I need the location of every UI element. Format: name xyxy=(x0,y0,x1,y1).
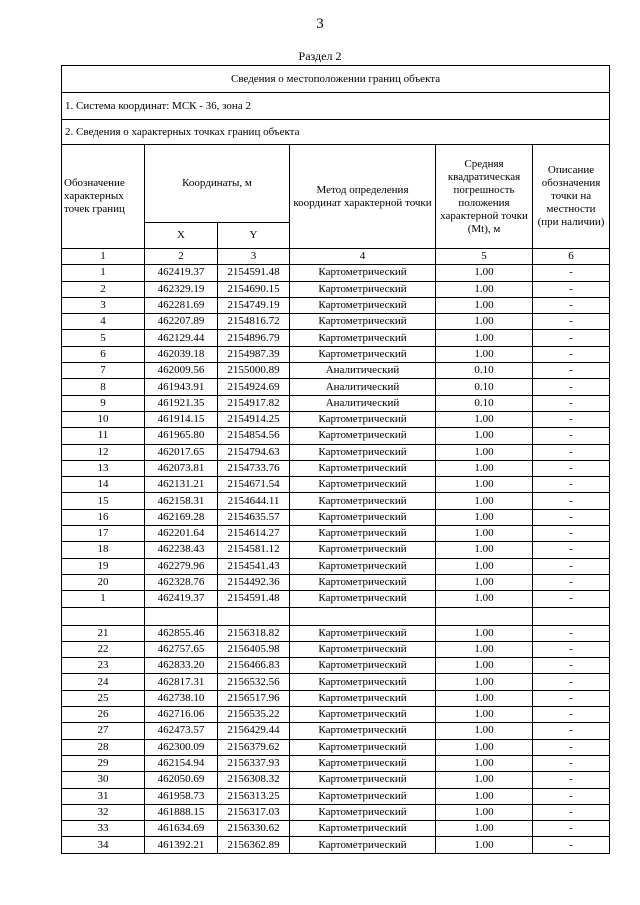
accuracy-cell: 1.00 xyxy=(436,772,533,788)
header-point-designation: Обозначение характерных точек границ xyxy=(62,145,145,249)
point-number-cell: 4 xyxy=(62,314,145,330)
accuracy-cell: 1.00 xyxy=(436,493,533,509)
description-cell: - xyxy=(533,772,610,788)
table-row xyxy=(62,558,610,574)
accuracy-cell: 1.00 xyxy=(436,591,533,607)
point-number-cell: 5 xyxy=(62,330,145,346)
description-cell: - xyxy=(533,658,610,674)
column-number: 3 xyxy=(218,249,290,265)
coord-y-cell: 2154987.39 xyxy=(218,346,290,362)
description-cell: - xyxy=(533,460,610,476)
header-y: Y xyxy=(218,223,290,249)
empty-cell xyxy=(145,607,218,625)
point-number-cell: 10 xyxy=(62,411,145,427)
method-cell: Картометрический xyxy=(290,493,436,509)
method-cell: Картометрический xyxy=(290,428,436,444)
coord-y-cell: 2154581.12 xyxy=(218,542,290,558)
coord-y-cell: 2154749.19 xyxy=(218,297,290,313)
coord-x-cell: 462201.64 xyxy=(145,526,218,542)
accuracy-cell: 1.00 xyxy=(436,674,533,690)
table-row xyxy=(62,493,610,509)
point-number-cell: 1 xyxy=(62,591,145,607)
points-heading-row: 2. Сведения о характерных точках границ объекта xyxy=(62,120,610,145)
accuracy-cell: 1.00 xyxy=(436,526,533,542)
header-description: Описание обозначения точки на местности (при наличии) xyxy=(533,145,610,249)
coord-y-cell: 2154635.57 xyxy=(218,509,290,525)
coord-x-cell: 462419.37 xyxy=(145,591,218,607)
description-cell: - xyxy=(533,493,610,509)
accuracy-cell: 1.00 xyxy=(436,837,533,853)
column-number: 4 xyxy=(290,249,436,265)
coord-x-cell: 461921.35 xyxy=(145,395,218,411)
accuracy-cell: 1.00 xyxy=(436,509,533,525)
header-method: Метод определения координат характерной точки xyxy=(290,145,436,249)
coord-y-cell: 2154591.48 xyxy=(218,591,290,607)
point-number-cell: 33 xyxy=(62,821,145,837)
coord-x-cell: 461958.73 xyxy=(145,788,218,804)
description-cell: - xyxy=(533,690,610,706)
point-number-cell: 6 xyxy=(62,346,145,362)
point-number-cell: 30 xyxy=(62,772,145,788)
coord-y-cell: 2156379.62 xyxy=(218,739,290,755)
point-number-cell: 23 xyxy=(62,658,145,674)
coord-x-cell: 462738.10 xyxy=(145,690,218,706)
point-number-cell: 12 xyxy=(62,444,145,460)
table-row xyxy=(62,330,610,346)
table-row xyxy=(62,821,610,837)
coord-y-cell: 2155000.89 xyxy=(218,363,290,379)
coord-y-cell: 2156330.62 xyxy=(218,821,290,837)
coord-x-cell: 462281.69 xyxy=(145,297,218,313)
table-row xyxy=(62,739,610,755)
header-x: X xyxy=(145,223,218,249)
table-row xyxy=(62,411,610,427)
coord-x-cell: 462855.46 xyxy=(145,625,218,641)
method-cell: Картометрический xyxy=(290,641,436,657)
description-cell: - xyxy=(533,788,610,804)
empty-cell xyxy=(290,607,436,625)
accuracy-cell: 0.10 xyxy=(436,363,533,379)
coord-x-cell: 461965.80 xyxy=(145,428,218,444)
coord-y-cell: 2154541.43 xyxy=(218,558,290,574)
coord-y-cell: 2154671.54 xyxy=(218,477,290,493)
empty-cell xyxy=(62,607,145,625)
point-number-cell: 11 xyxy=(62,428,145,444)
header-coordinates: Координаты, м xyxy=(145,145,290,223)
method-cell: Картометрический xyxy=(290,690,436,706)
point-number-cell: 15 xyxy=(62,493,145,509)
table-row xyxy=(62,460,610,476)
accuracy-cell: 1.00 xyxy=(436,658,533,674)
accuracy-cell: 1.00 xyxy=(436,297,533,313)
point-number-cell: 16 xyxy=(62,509,145,525)
coord-y-cell: 2154914.25 xyxy=(218,411,290,427)
method-cell: Картометрический xyxy=(290,658,436,674)
coord-y-cell: 2154896.79 xyxy=(218,330,290,346)
table-row xyxy=(62,772,610,788)
coord-y-cell: 2156317.03 xyxy=(218,804,290,820)
table-row xyxy=(62,641,610,657)
method-cell: Картометрический xyxy=(290,739,436,755)
coord-y-cell: 2154614.27 xyxy=(218,526,290,542)
description-cell: - xyxy=(533,428,610,444)
accuracy-cell: 1.00 xyxy=(436,460,533,476)
table-row xyxy=(62,625,610,641)
point-number-cell: 24 xyxy=(62,674,145,690)
table-row xyxy=(62,314,610,330)
table-row xyxy=(62,690,610,706)
table-row xyxy=(62,591,610,607)
coord-x-cell: 462329.19 xyxy=(145,281,218,297)
coord-y-cell: 2154492.36 xyxy=(218,574,290,590)
method-cell: Картометрический xyxy=(290,460,436,476)
method-cell: Аналитический xyxy=(290,379,436,395)
description-cell: - xyxy=(533,707,610,723)
description-cell: - xyxy=(533,281,610,297)
description-cell: - xyxy=(533,477,610,493)
point-number-cell: 21 xyxy=(62,625,145,641)
coord-x-cell: 462300.09 xyxy=(145,739,218,755)
column-number: 6 xyxy=(533,249,610,265)
coord-x-cell: 461888.15 xyxy=(145,804,218,820)
column-number: 2 xyxy=(145,249,218,265)
coord-y-cell: 2156308.32 xyxy=(218,772,290,788)
table-row xyxy=(62,707,610,723)
point-number-cell: 29 xyxy=(62,755,145,771)
table-row xyxy=(62,444,610,460)
description-cell: - xyxy=(533,526,610,542)
coord-y-cell: 2156429.44 xyxy=(218,723,290,739)
coord-x-cell: 462207.89 xyxy=(145,314,218,330)
method-cell: Картометрический xyxy=(290,346,436,362)
column-number: 1 xyxy=(62,249,145,265)
table-row xyxy=(62,363,610,379)
coord-x-cell: 462073.81 xyxy=(145,460,218,476)
method-cell: Картометрический xyxy=(290,772,436,788)
description-cell: - xyxy=(533,265,610,281)
section-label: Раздел 2 xyxy=(298,49,342,63)
description-cell: - xyxy=(533,837,610,853)
coord-y-cell: 2156535.22 xyxy=(218,707,290,723)
method-cell: Аналитический xyxy=(290,363,436,379)
point-number-cell: 9 xyxy=(62,395,145,411)
table-row xyxy=(62,755,610,771)
accuracy-cell: 1.00 xyxy=(436,739,533,755)
method-cell: Картометрический xyxy=(290,574,436,590)
accuracy-cell: 1.00 xyxy=(436,641,533,657)
coord-y-cell: 2154794.63 xyxy=(218,444,290,460)
method-cell: Картометрический xyxy=(290,821,436,837)
point-number-cell: 14 xyxy=(62,477,145,493)
table-row xyxy=(62,297,610,313)
coord-x-cell: 462131.21 xyxy=(145,477,218,493)
point-number-cell: 2 xyxy=(62,281,145,297)
method-cell: Картометрический xyxy=(290,265,436,281)
description-cell: - xyxy=(533,379,610,395)
method-cell: Картометрический xyxy=(290,723,436,739)
accuracy-cell: 1.00 xyxy=(436,428,533,444)
table-row xyxy=(62,477,610,493)
accuracy-cell: 0.10 xyxy=(436,379,533,395)
method-cell: Картометрический xyxy=(290,411,436,427)
group-separator-row xyxy=(62,607,610,625)
coord-y-cell: 2156532.56 xyxy=(218,674,290,690)
point-number-cell: 25 xyxy=(62,690,145,706)
table-row xyxy=(62,281,610,297)
method-cell: Картометрический xyxy=(290,591,436,607)
description-cell: - xyxy=(533,739,610,755)
table-row xyxy=(62,723,610,739)
coord-x-cell: 462169.28 xyxy=(145,509,218,525)
description-cell: - xyxy=(533,641,610,657)
description-cell: - xyxy=(533,804,610,820)
accuracy-cell: 1.00 xyxy=(436,574,533,590)
description-cell: - xyxy=(533,625,610,641)
accuracy-cell: 1.00 xyxy=(436,804,533,820)
point-number-cell: 3 xyxy=(62,297,145,313)
accuracy-cell: 1.00 xyxy=(436,314,533,330)
accuracy-cell: 1.00 xyxy=(436,265,533,281)
coord-x-cell: 462158.31 xyxy=(145,493,218,509)
method-cell: Картометрический xyxy=(290,558,436,574)
description-cell: - xyxy=(533,330,610,346)
coord-y-cell: 2154690.15 xyxy=(218,281,290,297)
accuracy-cell: 1.00 xyxy=(436,690,533,706)
coord-y-cell: 2154733.76 xyxy=(218,460,290,476)
method-cell: Картометрический xyxy=(290,330,436,346)
accuracy-cell: 1.00 xyxy=(436,821,533,837)
description-cell: - xyxy=(533,509,610,525)
empty-cell xyxy=(218,607,290,625)
coord-y-cell: 2156466.83 xyxy=(218,658,290,674)
table-title: Сведения о местоположении границ объекта xyxy=(62,66,610,93)
accuracy-cell: 1.00 xyxy=(436,542,533,558)
accuracy-cell: 1.00 xyxy=(436,444,533,460)
coord-x-cell: 462328.76 xyxy=(145,574,218,590)
description-cell: - xyxy=(533,395,610,411)
coord-x-cell: 462050.69 xyxy=(145,772,218,788)
table-row xyxy=(62,395,610,411)
description-cell: - xyxy=(533,574,610,590)
table-row xyxy=(62,346,610,362)
point-number-cell: 32 xyxy=(62,804,145,820)
description-cell: - xyxy=(533,314,610,330)
table-row xyxy=(62,265,610,281)
method-cell: Картометрический xyxy=(290,674,436,690)
point-number-cell: 20 xyxy=(62,574,145,590)
coord-x-cell: 462833.20 xyxy=(145,658,218,674)
accuracy-cell: 1.00 xyxy=(436,788,533,804)
point-number-cell: 18 xyxy=(62,542,145,558)
coord-x-cell: 462716.06 xyxy=(145,707,218,723)
point-number-cell: 22 xyxy=(62,641,145,657)
description-cell: - xyxy=(533,363,610,379)
table-row xyxy=(62,674,610,690)
coord-x-cell: 462279.96 xyxy=(145,558,218,574)
column-number: 5 xyxy=(436,249,533,265)
coord-x-cell: 462129.44 xyxy=(145,330,218,346)
table-row xyxy=(62,658,610,674)
method-cell: Картометрический xyxy=(290,542,436,558)
table-row xyxy=(62,804,610,820)
method-cell: Картометрический xyxy=(290,707,436,723)
boundary-points-table xyxy=(61,65,610,854)
coord-y-cell: 2156313.25 xyxy=(218,788,290,804)
method-cell: Аналитический xyxy=(290,395,436,411)
accuracy-cell: 1.00 xyxy=(436,558,533,574)
coord-x-cell: 462238.43 xyxy=(145,542,218,558)
method-cell: Картометрический xyxy=(290,297,436,313)
header-accuracy: Средняя квадратическая погрешность положения характерной точки (Mt), м xyxy=(436,145,533,249)
description-cell: - xyxy=(533,346,610,362)
method-cell: Картометрический xyxy=(290,509,436,525)
coord-system-row: 1. Система координат: МСК - 36, зона 2 xyxy=(62,93,610,120)
column-number-row xyxy=(62,249,610,265)
coord-x-cell: 461943.91 xyxy=(145,379,218,395)
empty-cell xyxy=(533,607,610,625)
coord-y-cell: 2156362.89 xyxy=(218,837,290,853)
coord-x-cell: 462009.56 xyxy=(145,363,218,379)
accuracy-cell: 1.00 xyxy=(436,346,533,362)
method-cell: Картометрический xyxy=(290,625,436,641)
table-row xyxy=(62,837,610,853)
point-number-cell: 8 xyxy=(62,379,145,395)
point-number-cell: 17 xyxy=(62,526,145,542)
table-row xyxy=(62,509,610,525)
coord-x-cell: 462419.37 xyxy=(145,265,218,281)
method-cell: Картометрический xyxy=(290,837,436,853)
coord-y-cell: 2156405.98 xyxy=(218,641,290,657)
table-row xyxy=(62,379,610,395)
coord-y-cell: 2154591.48 xyxy=(218,265,290,281)
method-cell: Картометрический xyxy=(290,526,436,542)
coord-x-cell: 461392.21 xyxy=(145,837,218,853)
accuracy-cell: 0.10 xyxy=(436,395,533,411)
coord-y-cell: 2156517.96 xyxy=(218,690,290,706)
coord-x-cell: 462039.18 xyxy=(145,346,218,362)
accuracy-cell: 1.00 xyxy=(436,723,533,739)
empty-cell xyxy=(436,607,533,625)
coord-x-cell: 462154.94 xyxy=(145,755,218,771)
point-number-cell: 1 xyxy=(62,265,145,281)
table-row xyxy=(62,788,610,804)
method-cell: Картометрический xyxy=(290,804,436,820)
method-cell: Картометрический xyxy=(290,477,436,493)
page-number: 3 xyxy=(316,16,324,32)
description-cell: - xyxy=(533,542,610,558)
accuracy-cell: 1.00 xyxy=(436,707,533,723)
description-cell: - xyxy=(533,821,610,837)
accuracy-cell: 1.00 xyxy=(436,330,533,346)
point-number-cell: 28 xyxy=(62,739,145,755)
coord-y-cell: 2154854.56 xyxy=(218,428,290,444)
method-cell: Картометрический xyxy=(290,755,436,771)
coord-y-cell: 2154917.82 xyxy=(218,395,290,411)
table-row xyxy=(62,526,610,542)
description-cell: - xyxy=(533,444,610,460)
coord-x-cell: 462473.57 xyxy=(145,723,218,739)
description-cell: - xyxy=(533,558,610,574)
description-cell: - xyxy=(533,674,610,690)
method-cell: Картометрический xyxy=(290,281,436,297)
coord-y-cell: 2156337.93 xyxy=(218,755,290,771)
coord-y-cell: 2154924.69 xyxy=(218,379,290,395)
description-cell: - xyxy=(533,723,610,739)
point-number-cell: 19 xyxy=(62,558,145,574)
point-number-cell: 27 xyxy=(62,723,145,739)
accuracy-cell: 1.00 xyxy=(436,755,533,771)
table-row xyxy=(62,542,610,558)
point-number-cell: 26 xyxy=(62,707,145,723)
table-row xyxy=(62,428,610,444)
point-number-cell: 13 xyxy=(62,460,145,476)
description-cell: - xyxy=(533,297,610,313)
description-cell: - xyxy=(533,411,610,427)
method-cell: Картометрический xyxy=(290,314,436,330)
coord-x-cell: 462017.65 xyxy=(145,444,218,460)
method-cell: Картометрический xyxy=(290,788,436,804)
coord-y-cell: 2154644.11 xyxy=(218,493,290,509)
method-cell: Картометрический xyxy=(290,444,436,460)
point-number-cell: 34 xyxy=(62,837,145,853)
coord-x-cell: 462757.65 xyxy=(145,641,218,657)
coord-x-cell: 462817.31 xyxy=(145,674,218,690)
coord-x-cell: 461634.69 xyxy=(145,821,218,837)
coord-y-cell: 2154816.72 xyxy=(218,314,290,330)
table-row xyxy=(62,574,610,590)
point-number-cell: 31 xyxy=(62,788,145,804)
point-number-cell: 7 xyxy=(62,363,145,379)
coord-x-cell: 461914.15 xyxy=(145,411,218,427)
description-cell: - xyxy=(533,755,610,771)
accuracy-cell: 1.00 xyxy=(436,281,533,297)
coord-y-cell: 2156318.82 xyxy=(218,625,290,641)
accuracy-cell: 1.00 xyxy=(436,625,533,641)
description-cell: - xyxy=(533,591,610,607)
accuracy-cell: 1.00 xyxy=(436,411,533,427)
accuracy-cell: 1.00 xyxy=(436,477,533,493)
